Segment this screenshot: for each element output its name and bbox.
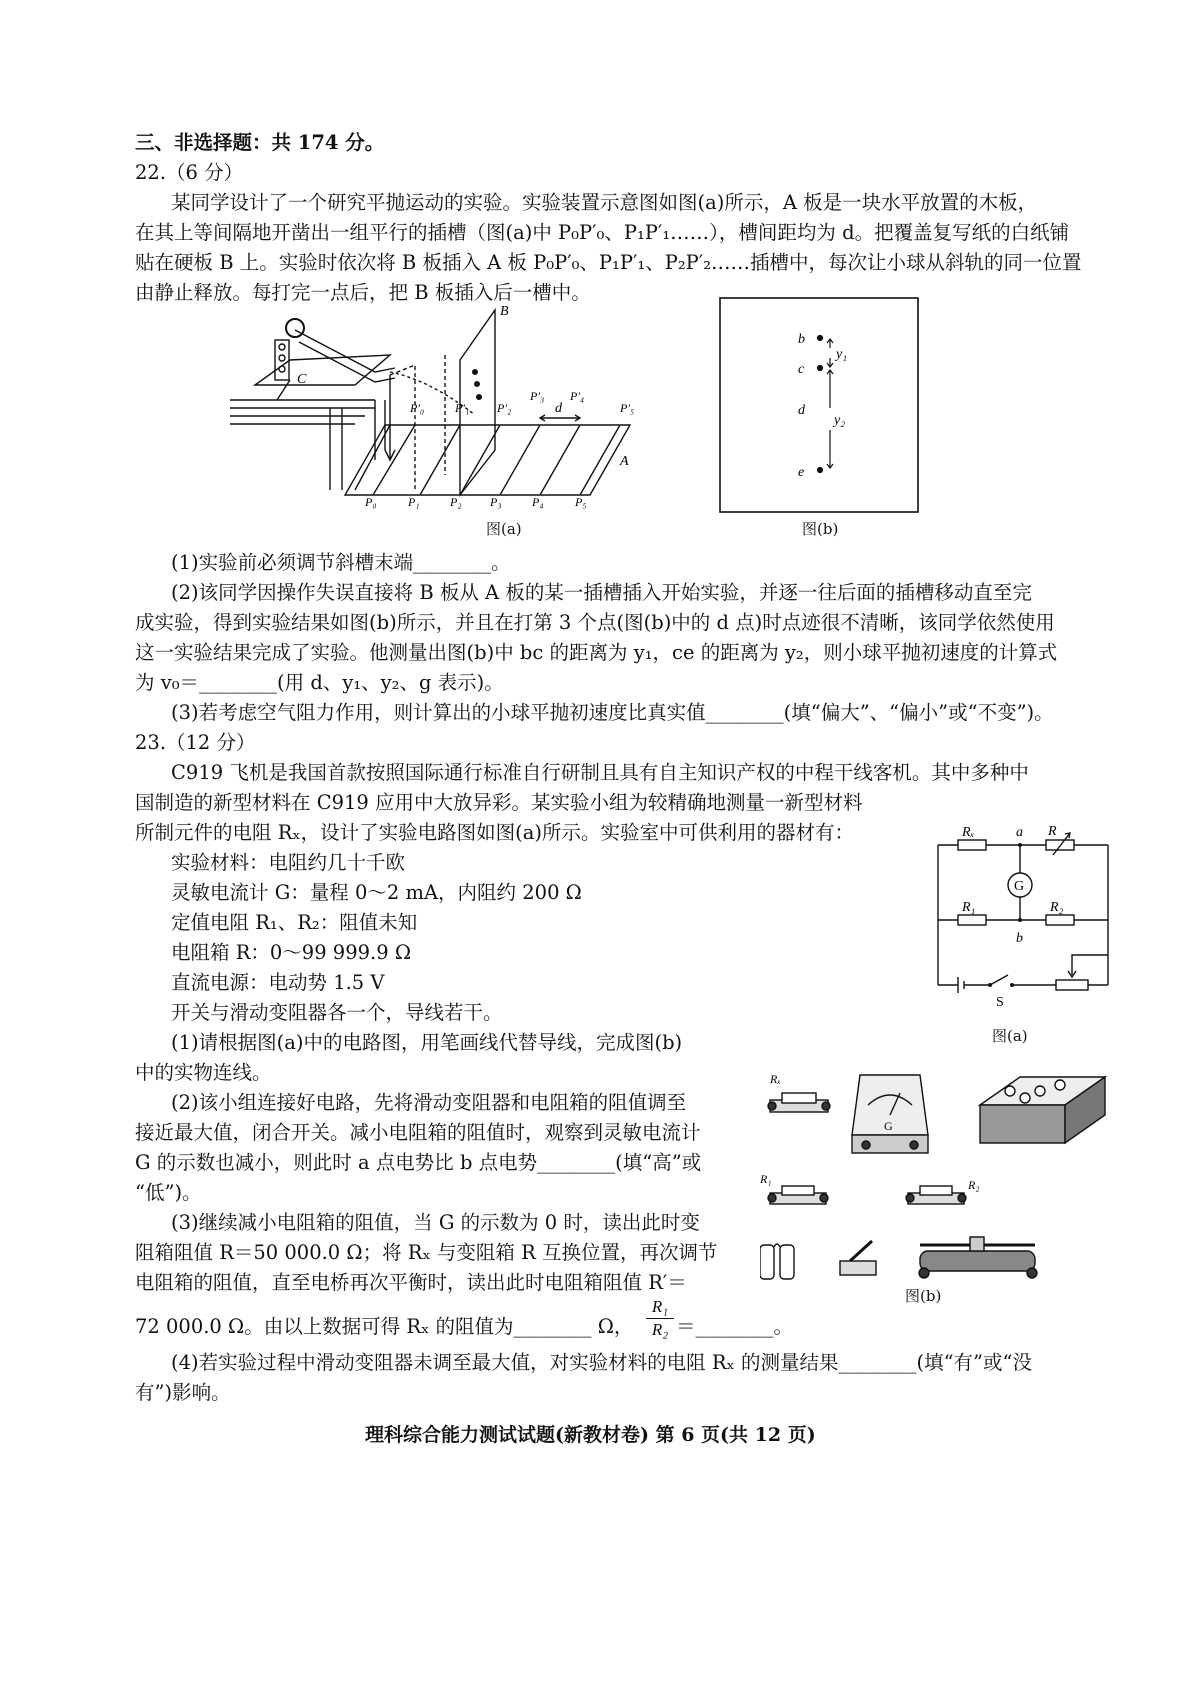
q22-sub-2d: 为 v₀＝________(用 d、y₁、y₂、g 表示)。: [135, 671, 504, 694]
fraction-r1-r2: [646, 1296, 674, 1341]
circuit-label-r1: R₁: [962, 900, 976, 915]
fig-a-label-b: B: [500, 304, 509, 319]
fig-b-y2: y₂: [834, 413, 846, 428]
q23-line: 中的实物连线。: [135, 1061, 272, 1084]
q22-sub-3: (3)若考虑空气阻力作用，则计算出的小球平抛初速度比真实值________(填“偏大”、“偏小”或“不变”)。: [171, 701, 1054, 724]
q22-intro-line-2: 在其上等间隔地开凿出一组平行的插槽（图(a)中 P₀P′₀、P₁P′₁……），槽间距均为 d。把覆盖复写纸的白纸铺: [135, 221, 1070, 244]
fig-a-bottom-label: P₁: [408, 495, 420, 509]
circuit-label-a: a: [1016, 825, 1023, 840]
q23-line: 直流电源：电动势 1.5 V: [171, 971, 385, 994]
fig-a-label-d: d: [555, 401, 562, 416]
q23-line: 国制造的新型材料在 C919 应用中大放异彩。某实验小组为较精确地测量一新型材料: [135, 791, 863, 814]
q22-figure-a: [225, 300, 655, 510]
apparatus-label-r1: R₁: [760, 1172, 772, 1186]
q23-line: (4)若实验过程中滑动变阻器未调至最大值，对实验材料的电阻 Rₓ 的测量结果________(填“有”或“没: [171, 1351, 1032, 1374]
q22-sub-1: (1)实验前必须调节斜槽末端________。: [171, 551, 511, 574]
q23-line: 72 000.0 Ω。由以上数据可得 Rₓ 的阻值为________ Ω，: [135, 1315, 634, 1338]
q22-figure-b: [718, 296, 920, 514]
circuit-caption: 图(a): [992, 1027, 1028, 1045]
q23-apparatus-figure: [760, 1065, 1120, 1280]
q23-circuit-diagram: [928, 825, 1128, 1015]
q23-line: (2)该小组连接好电路，先将滑动变阻器和电阻箱的阻值调至: [171, 1091, 687, 1114]
q23-line: 阻箱阻值 R＝50 000.0 Ω；将 Rₓ 与变阻箱 R 互换位置，再次调节: [135, 1241, 718, 1264]
q22-intro-line-3: 贴在硬板 B 上。实验时依次将 B 板插入 A 板 P₀P′₀、P₁P′₁、P₂P′₂……插槽中，每次让小球从斜轨的同一位置: [135, 251, 1082, 274]
fig-b-caption: 图(b): [802, 520, 839, 538]
section-heading: 三、非选择题：共 174 分。: [135, 131, 385, 154]
q23-line: ＝________。: [676, 1315, 794, 1338]
fraction-numerator: R₁: [646, 1296, 674, 1319]
q23-line: 开关与滑动变阻器各一个，导线若干。: [171, 1001, 503, 1024]
q22-sub-2b: 成实验，得到实验结果如图(b)所示，并且在打第 3 个点(图(b)中的 d 点)时点迹很不清晰，该同学依然使用: [135, 611, 1055, 634]
fig-a-bottom-label: P₃: [490, 495, 502, 509]
q23-line: 灵敏电流计 G：量程 0～2 mA，内阻约 200 Ω: [171, 881, 582, 904]
fig-b-point-d: d: [798, 403, 805, 418]
fig-a-top-label: P′₄: [570, 389, 585, 403]
q22-intro-line-4: 由静止释放。每打完一点后，把 B 板插入后一槽中。: [135, 281, 591, 304]
q23-line: 接近最大值，闭合开关。减小电阻箱的阻值时，观察到灵敏电流计: [135, 1121, 701, 1144]
fig-a-top-label: P′₅: [620, 401, 635, 415]
circuit-label-s: S: [996, 995, 1004, 1010]
q23-line: (3)继续减小电阻箱的阻值，当 G 的示数为 0 时，读出此时变: [171, 1211, 700, 1234]
q23-line: 电阻箱 R：0～99 999.9 Ω: [171, 941, 411, 964]
fig-a-caption: 图(a): [486, 520, 522, 538]
fig-a-top-label: P′₃: [530, 389, 545, 403]
q23-line: C919 飞机是我国首款按照国际通行标准自行研制且具有自主知识产权的中程干线客机。其中多种中: [171, 761, 1029, 784]
fig-a-top-label: P′₁: [455, 401, 470, 415]
fig-a-bottom-label: P₀: [365, 495, 377, 509]
q22-intro-line-1: 某同学设计了一个研究平抛运动的实验。实验装置示意图如图(a)所示，A 板是一块水平放置的木板，: [171, 191, 1038, 214]
fig-a-label-c: C: [297, 372, 307, 387]
fig-b-point-e: e: [798, 465, 805, 480]
circuit-label-r2: R₂: [1050, 900, 1064, 915]
circuit-label-g: G: [1014, 879, 1025, 894]
q23-line: G 的示数也减小，则此时 a 点电势比 b 点电势________(填“高”或: [135, 1151, 702, 1174]
fig-a-label-a: A: [620, 454, 629, 469]
fig-a-top-label: P′₀: [410, 401, 425, 415]
apparatus-label-rx: Rₓ: [770, 1072, 781, 1086]
fig-a-top-label: P′₂: [497, 401, 512, 415]
q23-line: 有”)影响。: [135, 1381, 231, 1404]
q23-line: “低”)。: [135, 1181, 202, 1204]
q23-line: (1)请根据图(a)中的电路图，用笔画线代替导线，完成图(b): [171, 1031, 683, 1054]
q22-sub-2: (2)该同学因操作失误直接将 B 板从 A 板的某一插槽插入开始实验，并逐一往后面的插槽移动直至完: [171, 581, 1032, 604]
q23-line: 定值电阻 R₁、R₂：阻值未知: [171, 911, 418, 934]
circuit-label-b: b: [1016, 931, 1023, 946]
fig-a-bottom-label: P₄: [532, 495, 544, 509]
page-footer: 理科综合能力测试试题(新教材卷) 第 6 页(共 12 页): [365, 1424, 816, 1446]
fig-b-point-c: c: [798, 362, 805, 377]
q23-line: 电阻箱的阻值，直至电桥再次平衡时，读出此时电阻箱阻值 R′＝: [135, 1271, 687, 1294]
apparatus-label-r2: R₂: [968, 1178, 980, 1192]
fig-b-point-b: b: [798, 332, 805, 347]
circuit-label-r: R: [1048, 825, 1057, 839]
q23-number: 23.（12 分）: [135, 731, 256, 754]
q23-line: 所制元件的电阻 Rₓ，设计了实验电路图如图(a)所示。实验室中可供利用的器材有：: [135, 821, 854, 844]
fig-a-bottom-label: P₅: [575, 495, 587, 509]
q22-number: 22.（6 分）: [135, 161, 244, 184]
apparatus-caption: 图(b): [905, 1287, 942, 1305]
fig-b-y1: y₁: [836, 347, 848, 362]
apparatus-label-g: G: [884, 1119, 893, 1133]
fig-a-bottom-label: P₂: [450, 495, 462, 509]
fraction-denominator: R₂: [651, 1320, 669, 1339]
q22-sub-2c: 这一实验结果完成了实验。他测量出图(b)中 bc 的距离为 y₁，ce 的距离为 y₂，则小球平抛初速度的计算式: [135, 641, 1058, 664]
circuit-label-rx: Rₓ: [962, 825, 975, 840]
q23-line: 实验材料：电阻约几十千欧: [171, 851, 406, 874]
